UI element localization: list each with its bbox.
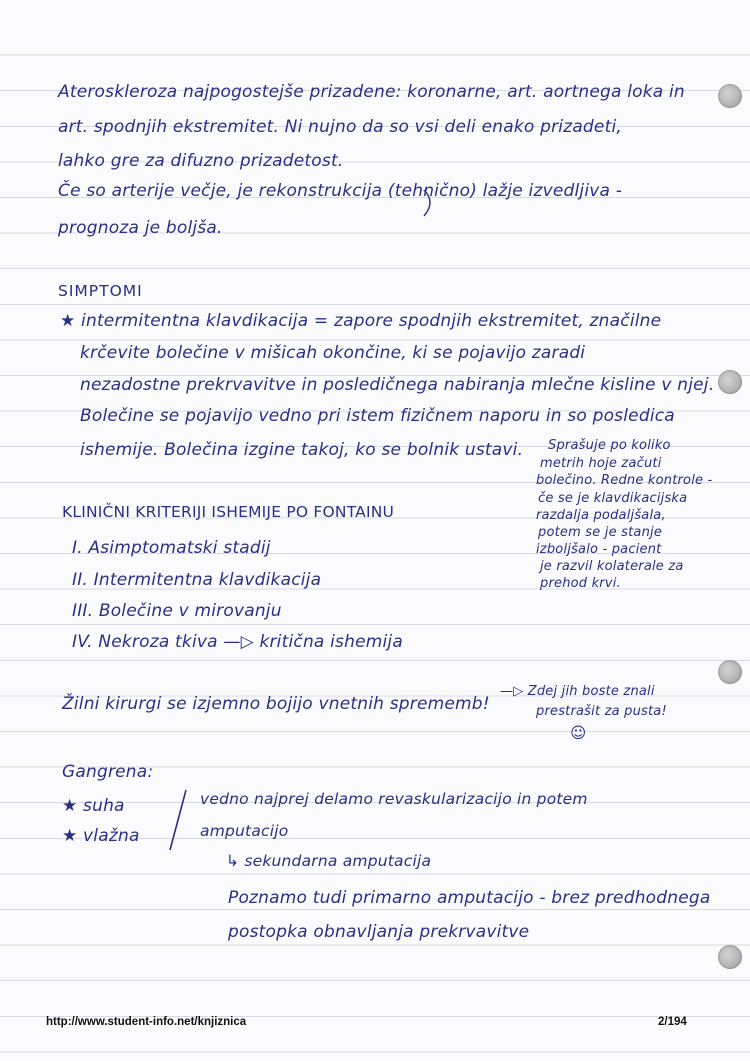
list-item: ★ vlažna xyxy=(62,826,140,846)
page-number: 2/194 xyxy=(658,1016,687,1028)
note-line: Bolečine se pojavijo vedno pri istem fizičnem naporu in so posledica xyxy=(80,406,675,426)
side-note-line: razdalja podaljšala, xyxy=(536,508,666,523)
side-note-line: prehod krvi. xyxy=(540,576,621,591)
note-line: Gangrena: xyxy=(62,762,154,782)
note-line: Če so arterije večje, je rekonstrukcija (tehnično) lažje izvedljiva - xyxy=(58,181,623,201)
side-note-line: je razvil kolaterale za xyxy=(540,559,684,574)
note-line: prognoza je boljša. xyxy=(58,218,223,238)
smiley-icon: ☺ xyxy=(570,724,587,742)
stage-item: II. Intermitentna klavdikacija xyxy=(72,570,322,590)
note-line: postopka obnavljanja prekrvavitve xyxy=(228,922,530,942)
note-line: Poznamo tudi primarno amputacijo - brez predhodnega xyxy=(228,888,711,908)
note-line: ishemije. Bolečina izgine takoj, ko se bolnik ustavi. xyxy=(80,440,524,460)
side-note-line: metrih hoje začuti xyxy=(540,456,662,471)
note-line: krčevite bolečine v mišicah okončine, ki se pojavijo zaradi xyxy=(80,343,586,363)
margin-note-line: —▷ Zdej jih boste znali xyxy=(500,684,655,699)
side-note-line: bolečino. Redne kontrole - xyxy=(536,473,713,488)
section-heading-symptoms: SIMPTOMI xyxy=(58,282,143,300)
side-note-line: Sprašuje po koliko xyxy=(548,438,671,453)
note-line: ★ intermitentna klavdikacija = zapore spodnjih ekstremitet, značilne xyxy=(60,311,662,331)
side-note-line: potem se je stanje xyxy=(538,525,663,540)
footer-url[interactable]: http://www.student-info.net/knjiznica xyxy=(46,1016,247,1028)
stage-item: IV. Nekroza tkiva —▷ kritična ishemija xyxy=(72,632,403,652)
section-heading-fontaine: KLINIČNI KRITERIJI ISHEMIJE PO FONTAINU xyxy=(62,503,395,521)
note-line: ↳ sekundarna amputacija xyxy=(226,852,432,870)
note-line: lahko gre za difuzno prizadetost. xyxy=(58,151,344,171)
side-note-line: izboljšalo - pacient xyxy=(536,542,662,557)
margin-note-line: prestrašit za pusta! xyxy=(536,704,667,719)
stage-item: I. Asimptomatski stadij xyxy=(72,538,271,558)
stage-item: III. Bolečine v mirovanju xyxy=(72,601,282,621)
note-line: vedno najprej delamo revaskularizacijo in potem xyxy=(200,790,588,808)
list-item: ★ suha xyxy=(62,796,125,816)
note-line: art. spodnjih ekstremitet. Ni nujno da so vsi deli enako prizadeti, xyxy=(58,117,622,137)
divider-stroke xyxy=(170,790,186,850)
paren-mark xyxy=(424,190,430,216)
note-line: Ateroskleroza najpogostejše prizadene: koronarne, art. aortnega loka in xyxy=(58,82,685,102)
note-line: nezadostne prekrvavitve in posledičnega nabiranja mlečne kisline v njej. xyxy=(80,375,715,395)
note-line: amputacijo xyxy=(200,822,289,840)
side-note-line: če se je klavdikacijska xyxy=(538,491,688,506)
note-line: Žilni kirurgi se izjemno bojijo vnetnih sprememb! xyxy=(62,694,490,714)
